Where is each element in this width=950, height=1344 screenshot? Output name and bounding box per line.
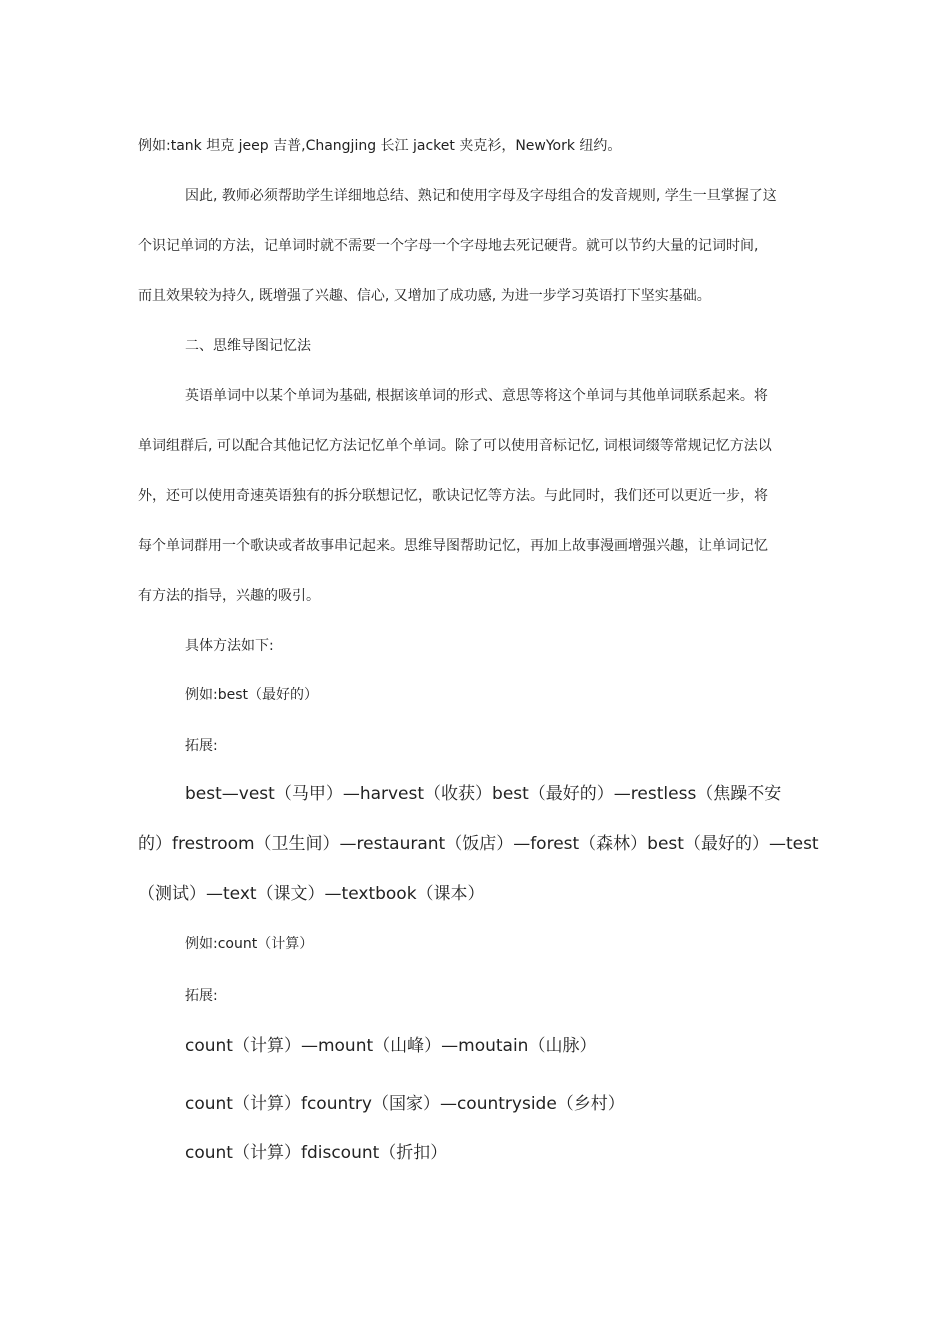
paragraph-line — [138, 236, 758, 256]
example-best — [185, 685, 318, 705]
paragraph-line — [138, 486, 768, 506]
text: count（计算）—mount（山峰）—moutain（山脉） — [185, 1036, 597, 1056]
text: 拓展: — [185, 738, 218, 754]
text: 个识记单词的方法，记单词时就不需要一个字母一个字母地去死记硬背。就可以节约大量的记词时间, — [138, 238, 759, 254]
text: 的）frestroom（卫生间）—restaurant（饭店）—forest（森林）best（最好的）—test — [138, 834, 819, 854]
example-count — [185, 934, 313, 954]
section-heading — [185, 336, 311, 356]
paragraph-line — [185, 186, 777, 206]
word-chain-line — [185, 1143, 447, 1163]
word-chain-line — [185, 1036, 596, 1056]
text: 因此, 教师必须帮助学生详细地总结、熟记和使用字母及字母组合的发音规则, 学生一旦掌握了这 — [185, 188, 777, 204]
method-heading — [185, 636, 274, 656]
text: 例如:best（最好的） — [185, 687, 318, 703]
paragraph-line — [138, 286, 711, 306]
text: （测试）—text（课文）—textbook（课本） — [138, 884, 485, 904]
expand-label — [185, 986, 218, 1006]
text: 每个单词群用一个歌诀或者故事串记起来。思维导图帮助记忆，再加上故事漫画增强兴趣，让单词记忆 — [138, 538, 768, 554]
text: 外，还可以使用奇速英语独有的拆分联想记忆，歌诀记忆等方法。与此同时，我们还可以更近一步，将 — [138, 488, 768, 504]
text: 拓展: — [185, 988, 218, 1004]
text: 例如:count（计算） — [185, 936, 314, 952]
text: 有方法的指导，兴趣的吸引。 — [138, 588, 320, 604]
example-line-tank — [138, 136, 621, 156]
paragraph-line — [138, 536, 768, 556]
word-chain-line — [138, 834, 819, 854]
word-chain-line — [185, 1094, 625, 1114]
paragraph-line — [185, 386, 768, 406]
expand-label — [185, 736, 218, 756]
text: 二、思维导图记忆法 — [185, 338, 311, 354]
text: 英语单词中以某个单词为基础, 根据该单词的形式、意思等将这个单词与其他单词联系起来。将 — [185, 388, 768, 404]
text: best—vest（马甲）—harvest（收获）best（最好的）—restless（焦躁不安 — [185, 784, 782, 804]
text: 而且效果较为持久, 既增强了兴趣、信心, 又增加了成功感, 为进一步学习英语打下坚实基础。 — [138, 288, 711, 304]
text: 例如:tank 坦克 jeep 吉普,Changjing 长江 jacket 夹克衫，NewYork 纽约。 — [138, 138, 622, 154]
text: 单词组群后, 可以配合其他记忆方法记忆单个单词。除了可以使用音标记忆, 词根词缀等常规记忆方法以 — [138, 438, 772, 454]
text: count（计算）fcountry（国家）—countryside（乡村） — [185, 1094, 625, 1114]
paragraph-line — [138, 586, 320, 606]
text: 具体方法如下: — [185, 638, 274, 654]
paragraph-line — [138, 436, 772, 456]
text: count（计算）fdiscount（折扣） — [185, 1143, 448, 1163]
word-chain-line — [185, 784, 781, 804]
word-chain-line — [138, 884, 485, 904]
